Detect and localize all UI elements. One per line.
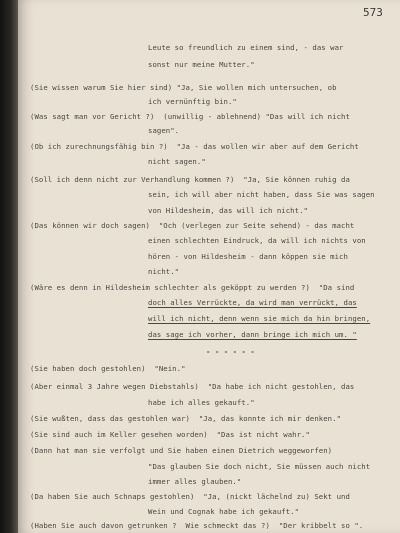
text-line: hören - von Hildesheim - dann köppen sie mich: [148, 252, 348, 261]
text-line: sein, ich will aber nicht haben, dass Sie was sagen: [148, 190, 375, 199]
text-line: habe ich alles gekauft.": [148, 398, 255, 407]
text-line: (Was sagt man vor Gericht ?) (unwillig - ablehnend) "Das will ich nicht: [30, 112, 350, 121]
text-line: nicht.": [148, 267, 180, 276]
text-line: (Aber einmal 3 Jahre wegen Diebstahls) "Da habe ich nicht gestohlen, das: [30, 382, 355, 391]
text-line: (Das können wir doch sagen) "Och (verlegen zur Seite sehend) - das macht: [30, 221, 355, 230]
underlined-text-line: will ich nicht, denn wenn sie mich da hin bringen,: [148, 314, 371, 323]
text-line: einen schlechten Eindruck, da will ich nichts von: [148, 236, 366, 245]
page-number: 573: [363, 6, 383, 19]
text-line: Wein und Cognak habe ich gekauft.": [148, 507, 300, 516]
text-line: "Das glauben Sie doch nicht, Sie müssen auch nicht: [148, 462, 371, 471]
text-line: immer alles glauben.": [148, 477, 242, 486]
text-line: (Dann hat man sie verfolgt und Sie haben einen Dietrich weggeworfen): [30, 446, 333, 455]
text-line: (Sie sind auch im Keller gesehen worden) "Das ist nicht wahr.": [30, 430, 310, 439]
typewritten-page: [18, 0, 400, 533]
text-line: von Hildesheim, das will ich nicht.": [148, 206, 308, 215]
text-line: Leute so freundlich zu einem sind, - das war: [148, 43, 344, 52]
section-separator: - - - - - -: [206, 347, 255, 356]
text-line: (Sie wußten, dass das gestohlen war) "Ja, das konnte ich mir denken.": [30, 414, 342, 423]
text-line: (Sie haben doch gestohlen) "Nein.": [30, 364, 186, 373]
text-line: ich vernünftig bin.": [148, 97, 237, 106]
text-line: (Wäre es denn in Hildesheim schlechter als geköppt zu werden ?) "Da sind: [30, 283, 355, 292]
text-line: (Haben Sie auch davon getrunken ? Wie schmeckt das ?) "Der kribbelt so ".: [30, 521, 364, 530]
text-line: nicht sagen.": [148, 157, 206, 166]
binding-spine: [0, 0, 18, 533]
text-line: sonst nur meine Mutter.": [148, 60, 255, 69]
text-line: (Sie wissen warum Sie hier sind) "Ja, Sie wollen mich untersuchen, ob: [30, 83, 337, 92]
text-line: sagen".: [148, 126, 180, 135]
underlined-text-line: doch alles Verrückte, da wird man verrückt, das: [148, 298, 357, 307]
text-line: (Da haben Sie auch Schnaps gestohlen) "Ja, (nickt lächelnd zu) Sekt und: [30, 492, 350, 501]
text-line: (Ob ich zurechnungsfähig bin ?) "Ja - das wollen wir aber auf dem Gericht: [30, 142, 359, 151]
text-line: (Soll ich denn nicht zur Verhandlung kommen ?) "Ja, Sie können ruhig da: [30, 175, 350, 184]
underlined-text-line: das sage ich vorher, dann bringe ich mich um. ": [148, 330, 357, 339]
